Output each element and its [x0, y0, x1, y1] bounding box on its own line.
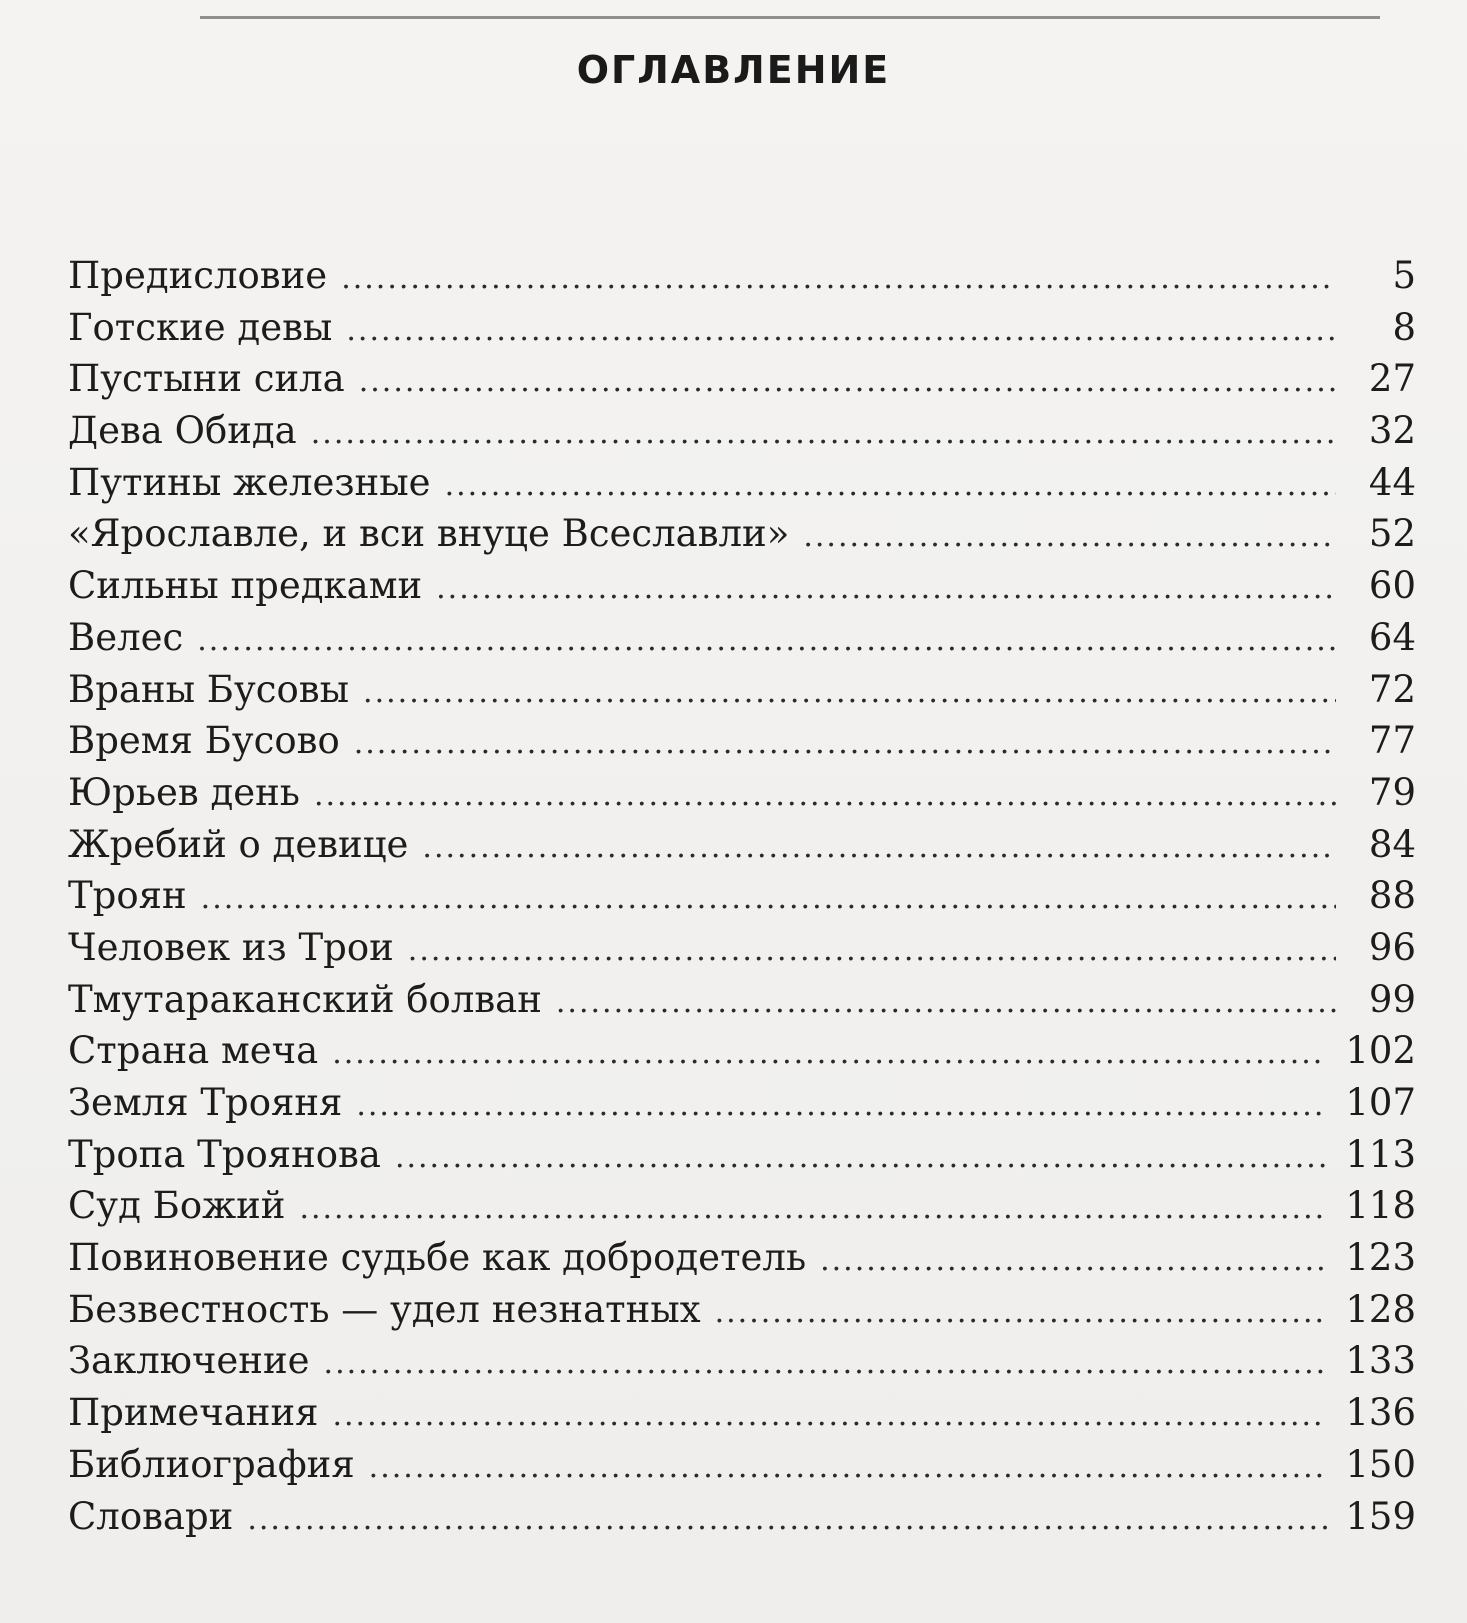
page-title: ОГЛАВЛЕНИЕ: [576, 48, 891, 92]
toc-entry-title: Велес: [68, 615, 184, 659]
toc-entry-page: 88: [1368, 874, 1416, 918]
toc-entry-title: Троян: [68, 874, 187, 918]
toc-entry: [68, 819, 1416, 871]
toc-entry-title: Библиография: [68, 1442, 355, 1486]
toc-leader-dots: [332, 1390, 1327, 1442]
toc-entry: [68, 1129, 1416, 1181]
toc-entry-title: Враны Бусовы: [68, 667, 350, 711]
toc-entry-title: Путины железные: [68, 460, 431, 504]
toc-leader-dots: [247, 1494, 1327, 1546]
toc-entry-page: 102: [1345, 1029, 1416, 1073]
toc-entry-page: 150: [1345, 1442, 1416, 1486]
toc-entry-page: 99: [1368, 977, 1416, 1021]
toc-leader-dots: [299, 1183, 1327, 1235]
toc-entry-page: 128: [1345, 1287, 1416, 1331]
toc-entry: [68, 405, 1416, 457]
toc-leader-dots: [820, 1235, 1327, 1287]
toc-leader-dots: [369, 1442, 1328, 1494]
toc-entry-title: Словари: [68, 1494, 234, 1538]
toc-entry: [68, 1387, 1416, 1439]
toc-entry: [68, 1025, 1416, 1077]
toc-entry-page: 5: [1392, 254, 1416, 297]
toc-entry: [68, 1335, 1416, 1387]
toc-entry: [68, 560, 1416, 612]
toc-entry-title: «Ярославле, и вси внуце Всеславли»: [68, 512, 790, 556]
toc-entry-title: Жребий о девице: [68, 822, 409, 866]
toc-entry-page: 136: [1345, 1391, 1416, 1435]
toc-entry-page: 27: [1368, 357, 1416, 401]
toc-entry: [68, 767, 1416, 819]
toc-entry-title: Земля Трояня: [68, 1081, 343, 1124]
toc-leader-dots: [408, 925, 1336, 977]
toc-leader-dots: [803, 511, 1336, 563]
toc-entry-page: 159: [1345, 1494, 1416, 1538]
toc-entry-title: Тмутараканский болван: [68, 977, 542, 1021]
toc-entry: [68, 1077, 1416, 1129]
toc-entry: [68, 974, 1416, 1026]
toc-leader-dots: [359, 356, 1336, 408]
toc-leader-dots: [395, 1132, 1327, 1184]
toc-leader-dots: [556, 977, 1336, 1029]
toc-entry-page: 32: [1368, 409, 1416, 453]
toc-entry-page: 77: [1368, 719, 1416, 763]
toc-entry-title: Примечания: [68, 1391, 319, 1435]
toc-entry-page: 8: [1392, 305, 1416, 349]
toc-entry-title: Юрьев день: [68, 770, 300, 814]
toc-entry-page: 79: [1368, 770, 1416, 814]
toc-entry-title: Человек из Трои: [68, 925, 394, 969]
toc-entry-page: 133: [1345, 1339, 1416, 1383]
toc-leader-dots: [356, 1080, 1327, 1132]
toc-entry-title: Повиновение судьбе как добродетель: [68, 1236, 807, 1280]
toc-leader-dots: [332, 1028, 1327, 1080]
toc-leader-dots: [197, 615, 1336, 667]
toc-entry-title: Дева Обида: [68, 409, 297, 453]
toc-leader-dots: [311, 408, 1336, 460]
top-rule: [200, 16, 1380, 19]
toc-entry: [68, 1439, 1416, 1491]
toc-leader-dots: [341, 253, 1336, 305]
toc-entry: [68, 612, 1416, 664]
toc-entry: [68, 1284, 1416, 1336]
toc-entry: [68, 715, 1416, 767]
toc-entry-title: Суд Божий: [68, 1184, 286, 1228]
toc-entry: [68, 1180, 1416, 1232]
toc-entry: [68, 250, 1416, 302]
toc-entry: [68, 353, 1416, 405]
toc-leader-dots: [363, 667, 1336, 719]
toc-entry-page: 60: [1368, 564, 1416, 608]
toc-entry: [68, 1491, 1416, 1543]
toc-entry-title: Предисловие: [68, 254, 328, 297]
toc-entry: [68, 870, 1416, 922]
toc-entry: [68, 1232, 1416, 1284]
toc-entry: [68, 508, 1416, 560]
toc-entry-page: 84: [1368, 822, 1416, 866]
toc-entry-title: Безвестность — удел незнатных: [68, 1287, 701, 1331]
toc-entry: [68, 922, 1416, 974]
toc-entry-title: Заключение: [68, 1339, 310, 1383]
table-of-contents: [68, 250, 1416, 1542]
toc-leader-dots: [422, 822, 1336, 874]
toc-leader-dots: [715, 1287, 1328, 1339]
toc-leader-dots: [346, 305, 1336, 357]
toc-entry-title: Пустыни сила: [68, 357, 345, 401]
toc-leader-dots: [445, 460, 1336, 512]
toc-entry-page: 123: [1345, 1236, 1416, 1280]
toc-entry-page: 107: [1345, 1081, 1416, 1124]
toc-entry-title: Страна меча: [68, 1029, 319, 1073]
toc-leader-dots: [354, 718, 1336, 770]
toc-leader-dots: [314, 770, 1336, 822]
toc-entry-page: 52: [1368, 512, 1416, 556]
toc-entry-page: 96: [1368, 925, 1416, 969]
toc-leader-dots: [201, 873, 1336, 925]
toc-entry: [68, 664, 1416, 716]
toc-entry-page: 118: [1345, 1184, 1416, 1228]
toc-entry-title: Время Бусово: [68, 719, 340, 763]
toc-entry-page: 64: [1368, 615, 1416, 659]
toc-entry-page: 113: [1345, 1132, 1416, 1176]
toc-entry-title: Тропа Троянова: [68, 1132, 381, 1176]
toc-leader-dots: [324, 1338, 1328, 1390]
toc-entry-title: Сильны предками: [68, 564, 423, 608]
toc-entry-title: Готские девы: [68, 305, 333, 349]
toc-entry-page: 72: [1368, 667, 1416, 711]
toc-entry: [68, 457, 1416, 509]
toc-entry-page: 44: [1368, 460, 1416, 504]
toc-entry: [68, 302, 1416, 354]
toc-leader-dots: [436, 563, 1336, 615]
